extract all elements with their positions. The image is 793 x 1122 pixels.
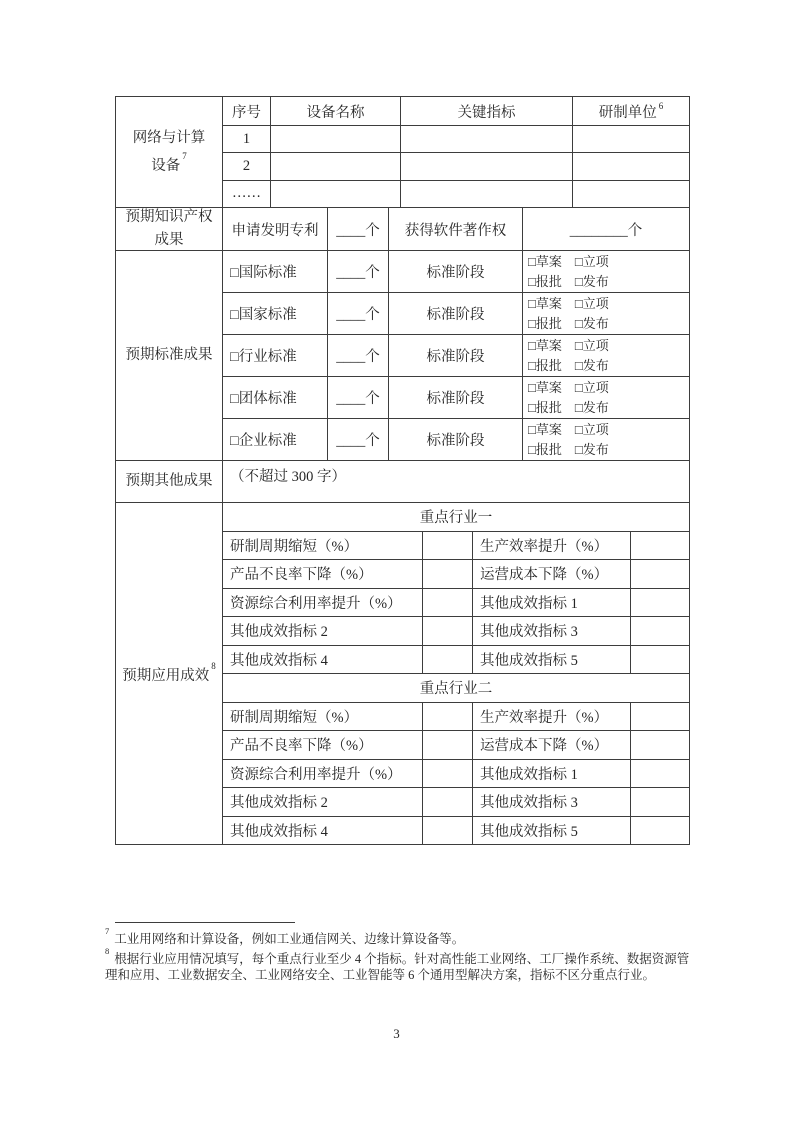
seq-cell: 2 [223, 153, 271, 179]
standard-count-blank: ____个 [328, 377, 389, 418]
footnote-8 [105, 947, 691, 983]
device-row-ellipsis [223, 181, 689, 207]
software-copyright-count-blank: ________个 [569, 222, 643, 239]
stage-option-draft: □草案 [528, 380, 562, 395]
standard-stage-label: 标准阶段 [389, 419, 523, 460]
effect-label: 研制周期缩短（%） [223, 703, 423, 731]
stage-option-draft: □草案 [528, 296, 562, 311]
device-row-1 [223, 126, 689, 153]
effect-value-empty [423, 788, 473, 816]
stage-option-approved: □立项 [574, 422, 609, 437]
page-number: 3 [393, 1026, 400, 1041]
effect-value-empty [631, 817, 689, 845]
standard-type-checkbox: □国家标准 [223, 293, 328, 334]
application-form-table [115, 96, 690, 845]
stage-option-approved: □立项 [574, 254, 609, 269]
standard-stage-options [523, 377, 689, 418]
standard-row-enterprise [223, 419, 689, 460]
stage-option-published: □发布 [574, 442, 609, 457]
seq-header-cell: 序号 [223, 97, 271, 125]
ip-row [223, 208, 689, 250]
footnote-ref-8: 8 [211, 660, 216, 671]
device-row-2 [223, 153, 689, 180]
effect-value-empty [423, 617, 473, 645]
effect-label: 产品不良率下降（%） [223, 560, 423, 588]
devices-label-line2: 设备 [151, 157, 181, 174]
standards-section [116, 251, 689, 461]
standard-count-blank: ____个 [328, 335, 389, 376]
effect-value-empty [631, 788, 689, 816]
effect-value-empty [631, 560, 689, 588]
device-name-cell-empty [271, 126, 401, 152]
footnote-7 [105, 927, 691, 947]
stage-option-submitted: □报批 [528, 274, 562, 289]
effect-label: 其他成效指标 3 [473, 617, 631, 645]
effect-label: 运营成本下降（%） [473, 560, 631, 588]
footnote-7-marker: 7 [105, 926, 110, 936]
stage-option-approved: □立项 [574, 338, 609, 353]
effects-row [223, 788, 689, 817]
standard-stage-options [523, 251, 689, 292]
standards-section-label: 预期标准成果 [116, 251, 223, 460]
developer-cell-empty [573, 153, 689, 179]
standard-stage-label: 标准阶段 [389, 377, 523, 418]
device-name-header-cell: 设备名称 [271, 97, 401, 125]
software-copyright-label-cell: 获得软件著作权 [389, 208, 523, 250]
effect-value-empty [631, 646, 689, 674]
devices-section [116, 97, 689, 208]
standard-type-checkbox: □国际标准 [223, 251, 328, 292]
stage-option-submitted: □报批 [528, 358, 562, 373]
standard-stage-options [523, 293, 689, 334]
industry-2-header: 重点行业二 [223, 674, 689, 703]
stage-option-draft: □草案 [528, 338, 562, 353]
effects-section-label: 预期应用成效$^8$ [116, 503, 223, 844]
effect-value-empty [423, 560, 473, 588]
standard-row-international [223, 251, 689, 293]
key-indicator-header-cell: 关键指标 [401, 97, 573, 125]
effect-label: 资源综合利用率提升（%） [223, 589, 423, 617]
effects-row [223, 817, 689, 845]
effect-label: 其他成效指标 3 [473, 788, 631, 816]
footnote-ref-7: 7 [182, 150, 187, 161]
standard-stage-options [523, 419, 689, 460]
effect-value-empty [631, 731, 689, 759]
ip-section-label: 预期知识产权 成果 [116, 208, 223, 250]
other-results-label: 预期其他成果 [116, 461, 223, 502]
other-results-section [116, 461, 689, 503]
patent-label-cell: 申请发明专利 [223, 208, 328, 250]
devices-header-row [223, 97, 689, 126]
effect-label: 研制周期缩短（%） [223, 532, 423, 560]
stage-option-draft: □草案 [528, 422, 562, 437]
effects-section [116, 503, 689, 844]
key-indicator-cell-empty [401, 181, 573, 207]
effect-value-empty [631, 703, 689, 731]
effect-value-empty [631, 617, 689, 645]
industry-1-header: 重点行业一 [223, 503, 689, 532]
standard-row-national [223, 293, 689, 335]
effect-label: 产品不良率下降（%） [223, 731, 423, 759]
effect-label: 其他成效指标 4 [223, 817, 423, 845]
standard-count-blank: ____个 [328, 419, 389, 460]
standard-stage-label: 标准阶段 [389, 293, 523, 334]
devices-section-label [116, 97, 223, 207]
effect-label: 生产效率提升（%） [473, 532, 631, 560]
effect-label: 其他成效指标 5 [473, 817, 631, 845]
developer-header-cell: 研制单位 $^6$ [598, 101, 664, 121]
key-indicator-cell-empty [401, 126, 573, 152]
effect-value-empty [423, 731, 473, 759]
effects-row [223, 646, 689, 675]
effect-label: 运营成本下降（%） [473, 731, 631, 759]
stage-option-published: □发布 [574, 400, 609, 415]
effect-label: 其他成效指标 4 [223, 646, 423, 674]
seq-cell: 1 [223, 126, 271, 152]
effect-value-empty [423, 817, 473, 845]
standard-row-industry [223, 335, 689, 377]
ip-results-section [116, 208, 689, 251]
effect-label: 其他成效指标 5 [473, 646, 631, 674]
stage-option-approved: □立项 [574, 380, 609, 395]
seq-cell: …… [223, 181, 271, 207]
stage-option-submitted: □报批 [528, 400, 562, 415]
effect-value-empty [631, 589, 689, 617]
standard-stage-options [523, 335, 689, 376]
effect-label: 其他成效指标 2 [223, 788, 423, 816]
footnote-8-text: 根据行业应用情况填写，每个重点行业至少 4 个指标。针对高性能工业网络、工厂操作系统、数据资源管理和应用、工业数据安全、工业网络安全、工业智能等 6 个通用型解决方案，指标不区分重点行业。 [105, 952, 690, 983]
other-results-input-area: （不超过 300 字） [230, 469, 346, 485]
device-name-cell-empty [271, 181, 401, 207]
standard-type-checkbox: □团体标准 [223, 377, 328, 418]
effect-value-empty [423, 646, 473, 674]
effects-row [223, 760, 689, 789]
effect-value-empty [423, 589, 473, 617]
effect-value-empty [631, 532, 689, 560]
effect-value-empty [423, 703, 473, 731]
stage-option-submitted: □报批 [528, 316, 562, 331]
developer-cell-empty [573, 126, 689, 152]
developer-cell-empty [573, 181, 689, 207]
standard-row-group [223, 377, 689, 419]
effects-row [223, 532, 689, 561]
effect-label: 资源综合利用率提升（%） [223, 760, 423, 788]
effects-row [223, 617, 689, 646]
standard-type-checkbox: □行业标准 [223, 335, 328, 376]
effect-label: 其他成效指标 1 [473, 760, 631, 788]
effect-value-empty [423, 760, 473, 788]
stage-option-submitted: □报批 [528, 442, 562, 457]
effects-row [223, 703, 689, 732]
standard-type-checkbox: □企业标准 [223, 419, 328, 460]
footnotes [105, 927, 691, 983]
footnote-separator [115, 922, 295, 923]
standard-count-blank: ____个 [328, 293, 389, 334]
effect-label: 其他成效指标 1 [473, 589, 631, 617]
effect-value-empty [631, 760, 689, 788]
stage-option-published: □发布 [574, 316, 609, 331]
effects-row [223, 731, 689, 760]
key-indicator-cell-empty [401, 153, 573, 179]
footnote-7-text: 工业用网络和计算设备，例如工业通信网关、边缘计算设备等。 [114, 932, 465, 947]
stage-option-published: □发布 [574, 358, 609, 373]
standard-count-blank: ____个 [328, 251, 389, 292]
effect-label: 其他成效指标 2 [223, 617, 423, 645]
stage-option-approved: □立项 [574, 296, 609, 311]
effect-label: 生产效率提升（%） [473, 703, 631, 731]
device-name-cell-empty [271, 153, 401, 179]
patent-count-blank: ____个 [328, 208, 389, 250]
effects-row [223, 589, 689, 618]
stage-option-published: □发布 [574, 274, 609, 289]
standard-stage-label: 标准阶段 [389, 335, 523, 376]
effects-row [223, 560, 689, 589]
footnote-8-marker: 8 [105, 946, 110, 957]
effect-value-empty [423, 532, 473, 560]
standard-stage-label: 标准阶段 [389, 251, 523, 292]
devices-label-line1: 网络与计算 [132, 129, 206, 146]
stage-option-draft: □草案 [528, 254, 562, 269]
footnote-ref-6: 6 [658, 101, 664, 111]
